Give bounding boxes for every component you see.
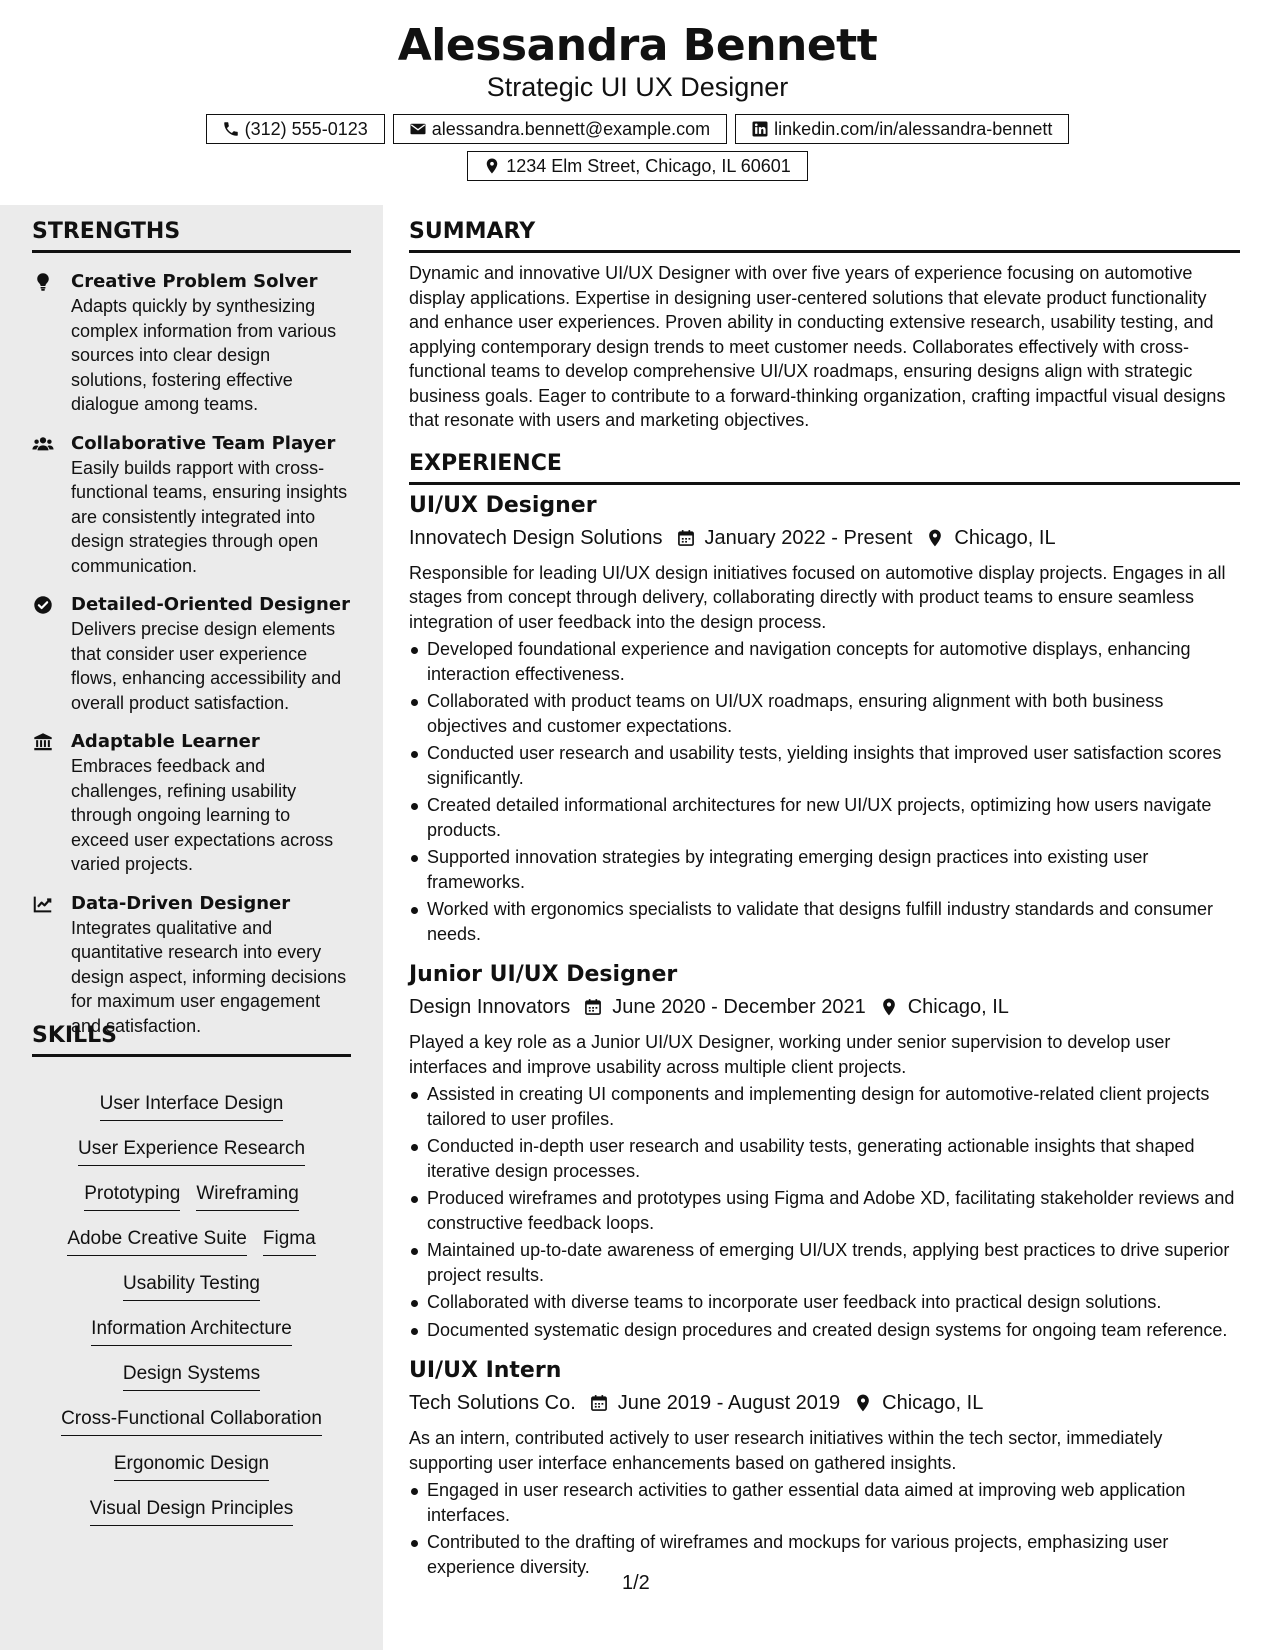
contact-row <box>0 114 1275 144</box>
linkedin-text: linkedin.com/in/alessandra-bennett <box>774 118 1053 139</box>
email-chip[interactable] <box>393 114 727 144</box>
skills-heading: SKILLS <box>32 1023 351 1057</box>
page-number: 1/2 <box>622 1572 650 1594</box>
strengths-list <box>32 269 351 1052</box>
job-bullets <box>409 637 1240 946</box>
main-content <box>409 205 1240 1582</box>
skill-tag: Adobe Creative Suite <box>67 1227 247 1256</box>
phone-icon <box>221 119 241 139</box>
skill-tag: User Experience Research <box>78 1137 305 1166</box>
job-title: UI/UX Designer <box>409 492 597 518</box>
job-description: Responsible for leading UI/UX design initiatives focused on automotive display projects. Engages in all stages from concept through delivery, collaborating directly with product teams to ensure seamless integration of user feedback into the design process. <box>409 562 1226 632</box>
bullet-item: Engaged in user research activities to gather essential data aimed at improving web application interfaces. <box>409 1478 1240 1527</box>
company-name: Tech Solutions Co. <box>409 1392 576 1414</box>
strength-title: Creative Problem Solver <box>71 271 318 292</box>
skill-tag: Usability Testing <box>123 1272 260 1301</box>
job-meta <box>409 992 1240 1022</box>
skill-row <box>32 1317 351 1362</box>
phone-text: (312) 555-0123 <box>244 118 368 139</box>
skill-tag: Prototyping <box>84 1182 180 1211</box>
summary-heading: SUMMARY <box>409 219 1240 253</box>
strength-item <box>32 431 351 579</box>
phone-chip[interactable] <box>206 114 385 144</box>
job-meta <box>409 1388 1240 1418</box>
company-name: Innovatech Design Solutions <box>409 526 663 549</box>
job-dates: June 2019 - August 2019 <box>617 1392 841 1414</box>
strength-title: Detailed-Oriented Designer <box>71 594 350 615</box>
bullet-item: Maintained up-to-date awareness of emerging UI/UX trends, applying best practices to drive superior project results. <box>409 1238 1240 1287</box>
map-marker-icon <box>878 996 900 1018</box>
skill-row <box>32 1452 351 1497</box>
skill-row <box>32 1272 351 1317</box>
job-location: Chicago, IL <box>907 996 1009 1018</box>
university-icon <box>32 731 54 753</box>
candidate-title: Strategic UI UX Designer <box>486 72 789 102</box>
address-text: 1234 Elm Street, Chicago, IL 60601 <box>506 155 791 176</box>
strength-title: Collaborative Team Player <box>71 432 336 454</box>
skill-row <box>32 1137 351 1182</box>
strength-description: Delivers precise design elements that consider user experience flows, enhancing accessibility and overall product satisfaction. <box>71 619 342 713</box>
skill-tag: Cross-Functional Collaboration <box>61 1407 322 1436</box>
skills-list <box>32 1092 351 1542</box>
skill-row <box>32 1227 351 1272</box>
skill-tag: Ergonomic Design <box>114 1452 269 1481</box>
candidate-name: Alessandra Bennett <box>397 20 878 71</box>
bullet-item: Produced wireframes and prototypes using Figma and Adobe XD, facilitating stakeholder reviews and constructive feedback loops. <box>409 1186 1240 1235</box>
bullet-item: Created detailed informational architectures for new UI/UX projects, optimizing how users navigate products. <box>409 793 1240 842</box>
strength-title: Data-Driven Designer <box>71 892 291 914</box>
bullet-item: Supported innovation strategies by integrating emerging design practices into existing user frameworks. <box>409 845 1240 894</box>
contact-row-2 <box>0 151 1275 181</box>
job-location: Chicago, IL <box>954 526 1056 549</box>
check-circle-icon <box>32 594 54 616</box>
strength-description: Easily builds rapport with cross-functional teams, ensuring insights are consistently integrated into design strategies through open communication. <box>71 457 348 576</box>
strength-description: Adapts quickly by synthesizing complex information from various sources into clear design solutions, fostering effective dialogue among teams. <box>71 296 337 414</box>
skill-row <box>32 1497 351 1542</box>
map-marker-icon <box>924 527 946 549</box>
job-location: Chicago, IL <box>882 1392 984 1414</box>
sidebar <box>0 205 383 1650</box>
job-bullets <box>409 1082 1240 1342</box>
bullet-item: Conducted user research and usability tests, yielding insights that improved user satisfaction scores significantly. <box>409 741 1240 790</box>
skill-tag: Design Systems <box>123 1362 260 1391</box>
job-dates: June 2020 - December 2021 <box>612 996 866 1018</box>
strength-item <box>32 592 351 715</box>
job-meta <box>409 523 1240 553</box>
bullet-item: Contributed to the drafting of wireframes and mockups for various projects, emphasizing user experience diversity. <box>409 1530 1240 1579</box>
skill-tag: User Interface Design <box>100 1092 284 1121</box>
linkedin-chip[interactable] <box>735 114 1069 144</box>
bullet-item: Documented systematic design procedures and created design systems for ongoing team reference. <box>409 1318 1240 1343</box>
address-chip[interactable] <box>467 151 808 181</box>
company-name: Design Innovators <box>409 996 571 1018</box>
bullet-item: Developed foundational experience and navigation concepts for automotive displays, enhancing interaction effectiveness. <box>409 637 1240 686</box>
bullet-item: Worked with ergonomics specialists to validate that designs fulfill industry standards and consumer needs. <box>409 897 1240 946</box>
skill-tag: Information Architecture <box>91 1317 292 1346</box>
experience-heading: EXPERIENCE <box>409 451 1240 485</box>
resume-header <box>0 0 1275 205</box>
job-dates: January 2022 - Present <box>704 526 913 549</box>
linkedin-icon <box>750 119 770 139</box>
lightbulb-icon <box>32 271 54 293</box>
job-description: Played a key role as a Junior UI/UX Designer, working under senior supervision to develop user interfaces and improve usability across multiple client projects. <box>409 1032 1171 1077</box>
job-entry <box>409 1356 1240 1579</box>
summary-text: Dynamic and innovative UI/UX Designer with over five years of experience focusing on automotive display applications. Expertise in designing user-centered solutions that elevate product functionality and enhance user experiences. Proven ability in conducting extensive research, usability testing, and applying contemporary design trends to meet customer needs. Collaborates effectively with cross-functional teams to develop comprehensive UI/UX roadmaps, ensuring designs align with strategic business goals. Eager to contribute to a forward-thinking organization, crafting impactful visual designs that resonate with users and marketing objectives. <box>409 263 1226 430</box>
strengths-heading: STRENGTHS <box>32 219 351 253</box>
map-marker-icon <box>482 156 502 176</box>
strength-title: Adaptable Learner <box>71 731 260 752</box>
skill-tag: Figma <box>263 1227 316 1256</box>
bullet-item: Collaborated with diverse teams to incorporate user feedback into practical design solutions. <box>409 1290 1240 1315</box>
calendar-icon <box>675 527 697 549</box>
users-icon <box>32 433 54 455</box>
strength-item <box>32 269 351 417</box>
calendar-icon <box>582 996 604 1018</box>
email-text: alessandra.bennett@example.com <box>431 118 711 139</box>
skill-row <box>32 1182 351 1227</box>
envelope-icon <box>408 119 428 139</box>
chart-line-icon <box>32 893 54 915</box>
strength-item <box>32 891 351 1039</box>
skill-row <box>32 1092 351 1137</box>
job-title: Junior UI/UX Designer <box>409 962 678 987</box>
job-description: As an intern, contributed actively to user research initiatives within the tech sector, immediately supporting user interface enhancements based on gathered insights. <box>409 1428 1163 1473</box>
bullet-item: Conducted in-depth user research and usability tests, generating actionable insights that shaped iterative design processes. <box>409 1134 1240 1183</box>
bullet-item: Collaborated with product teams on UI/UX roadmaps, ensuring alignment with both business objectives and customer expectations. <box>409 689 1240 738</box>
strength-item <box>32 729 351 877</box>
job-title: UI/UX Intern <box>409 1358 562 1383</box>
job-entry <box>409 491 1240 947</box>
job-entry <box>409 960 1240 1342</box>
skill-row <box>32 1407 351 1452</box>
strength-description: Integrates qualitative and quantitative research into every design aspect, informing decisions for maximum user engagement and satisfaction. <box>71 917 347 1036</box>
skill-tag: Visual Design Principles <box>90 1497 293 1526</box>
job-bullets <box>409 1478 1240 1579</box>
bullet-item: Assisted in creating UI components and implementing design for automotive-related client projects tailored to user profiles. <box>409 1082 1240 1131</box>
skill-row <box>32 1362 351 1407</box>
calendar-icon <box>588 1392 610 1414</box>
skill-tag: Wireframing <box>196 1182 298 1211</box>
strength-description: Embraces feedback and challenges, refining usability through ongoing learning to exceed user expectations across varied projects. <box>71 756 334 874</box>
map-marker-icon <box>852 1392 874 1414</box>
